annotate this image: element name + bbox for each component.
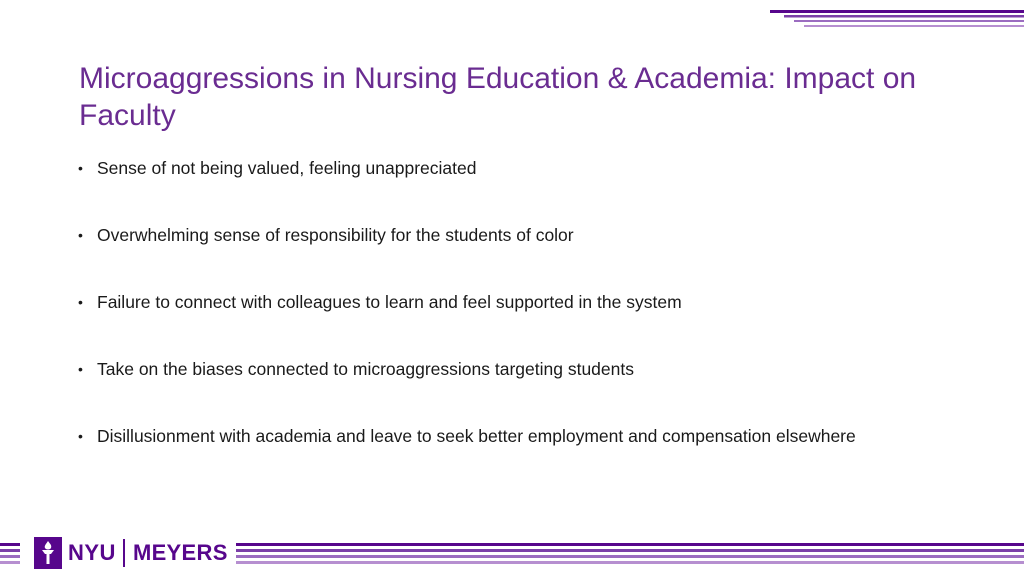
footer-stripes-left bbox=[0, 542, 20, 566]
bullet-item bbox=[78, 291, 898, 314]
bullet-text: Failure to connect with colleagues to learn and feel supported in the system bbox=[97, 292, 682, 312]
bullet-item bbox=[78, 425, 898, 448]
logo-meyers-text: MEYERS bbox=[132, 540, 228, 565]
logo-divider bbox=[123, 539, 125, 567]
top-decorative-stripes bbox=[770, 10, 1024, 30]
torch-icon bbox=[34, 537, 62, 569]
bullet-item bbox=[78, 358, 898, 381]
footer-stripes-right bbox=[236, 542, 1024, 566]
bullet-text: Sense of not being valued, feeling unappreciated bbox=[97, 158, 477, 178]
bullet-text: Overwhelming sense of responsibility for the students of color bbox=[97, 225, 574, 245]
bullet-marker: • bbox=[78, 160, 83, 176]
bullet-list bbox=[78, 157, 898, 492]
bullet-text: Take on the biases connected to microaggressions targeting students bbox=[97, 359, 634, 379]
bullet-marker: • bbox=[78, 227, 83, 243]
bullet-marker: • bbox=[78, 294, 83, 310]
logo-nyu-text: NYU bbox=[68, 540, 116, 565]
bullet-item bbox=[78, 157, 898, 180]
bullet-text: Disillusionment with academia and leave to seek better employment and compensation elsewhere bbox=[97, 426, 856, 446]
bullet-item bbox=[78, 224, 898, 247]
nyu-meyers-logo bbox=[34, 537, 228, 569]
bullet-marker: • bbox=[78, 361, 83, 377]
slide-title: Microaggressions in Nursing Education & Academia: Impact on Faculty bbox=[79, 62, 917, 132]
bullet-marker: • bbox=[78, 428, 83, 444]
